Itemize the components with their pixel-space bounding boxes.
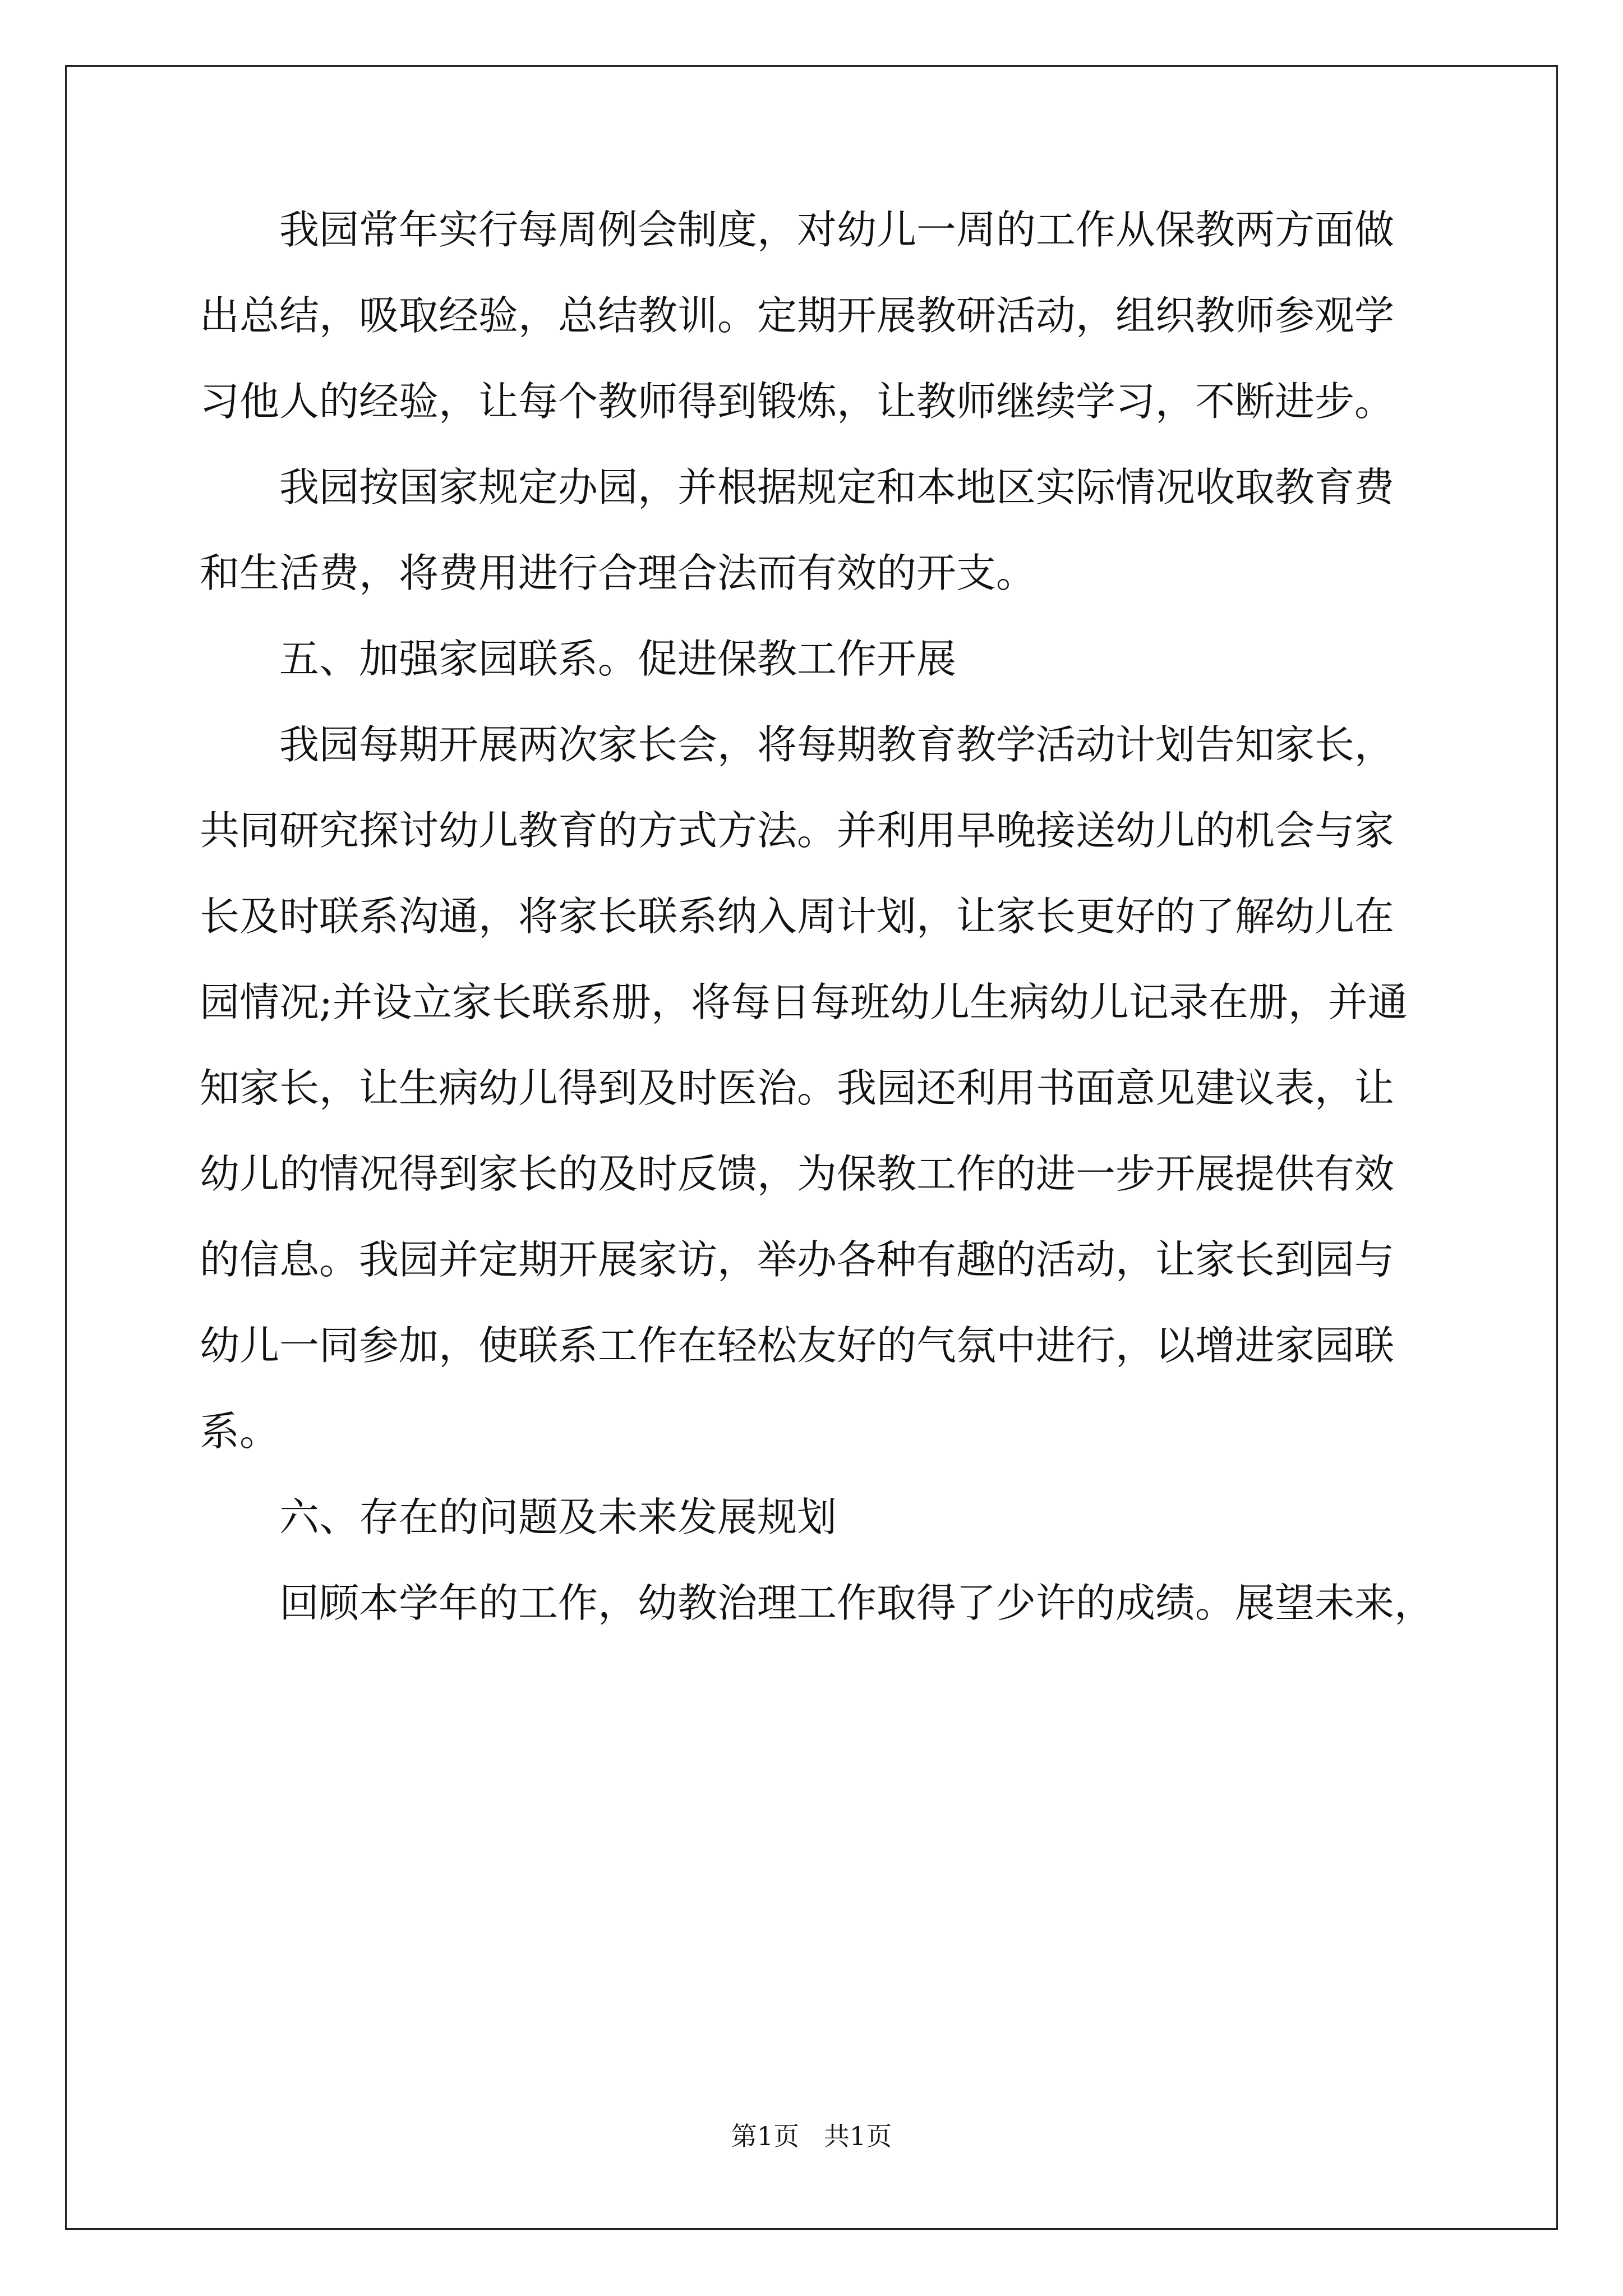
text-line: 我园按国家规定办园，并根据规定和本地区实际情况收取教育费	[200, 464, 1395, 510]
text-line: 幼儿的情况得到家长的及时反馈，为保教工作的进一步开展提供有效	[200, 1151, 1395, 1197]
text-line: 系。	[200, 1408, 280, 1455]
text-line: 的信息。我园并定期开展家访，举办各种有趣的活动，让家长到园与	[200, 1236, 1395, 1283]
text-line: 长及时联系沟通，将家长联系纳入周计划，让家长更好的了解幼儿在	[200, 893, 1395, 940]
text-line: 我园每期开展两次家长会，将每期教育教学活动计划告知家长，	[200, 721, 1395, 768]
text-line: 和生活费，将费用进行合理合法而有效的开支。	[200, 550, 1036, 596]
page-footer: 第1页 共1页	[731, 2121, 892, 2151]
text-line: 我园常年实行每周例会制度，对幼儿一周的工作从保教两方面做	[200, 206, 1395, 253]
text-line: 出总结，吸取经验，总结教训。定期开展教研活动，组织教师参观学	[200, 292, 1395, 339]
text-line: 幼儿一同参加，使联系工作在轻松友好的气氛中进行，以增进家园联	[200, 1322, 1395, 1369]
section-heading: 五、加强家园联系。促进保教工作开展	[200, 636, 957, 682]
text-line: 回顾本学年的工作，幼教治理工作取得了少许的成绩。展望未来，	[200, 1580, 1435, 1626]
text-line: 习他人的经验，让每个教师得到锻炼，让教师继续学习，不断进步。	[200, 378, 1395, 425]
text-line: 共同研究探讨幼儿教育的方式方法。并利用早晚接送幼儿的机会与家	[200, 807, 1395, 854]
text-line: 园情况;并设立家长联系册，将每日每班幼儿生病幼儿记录在册，并通	[200, 979, 1408, 1025]
section-heading: 六、存在的问题及未来发展规划	[200, 1494, 837, 1540]
text-line: 知家长，让生病幼儿得到及时医治。我园还利用书面意见建议表，让	[200, 1065, 1395, 1111]
